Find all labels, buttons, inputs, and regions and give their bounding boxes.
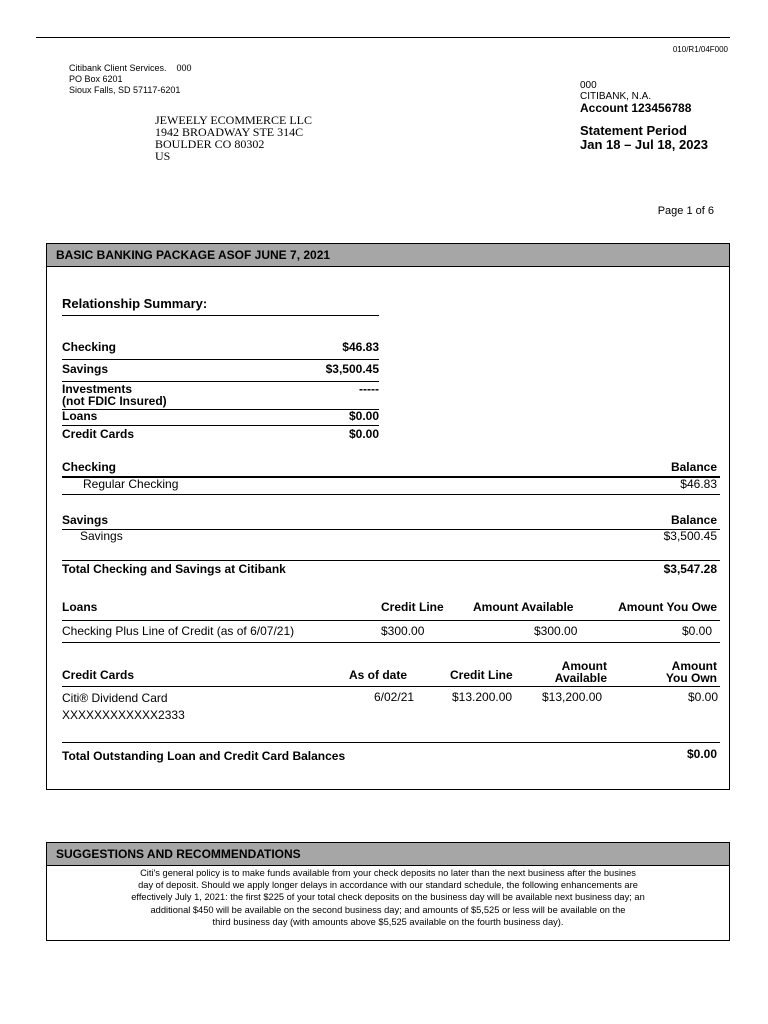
statement-period-dates: Jan 18 – Jul 18, 2023 — [580, 137, 708, 152]
statement-period — [580, 124, 708, 152]
sender-line: PO Box 6201 — [69, 74, 123, 84]
account-code: 000 — [580, 80, 597, 91]
loans-col-credit-line: Credit Line — [381, 600, 444, 614]
recipient-name: JEWEELY ECOMMERCE LLC — [155, 113, 313, 127]
card-info — [62, 690, 185, 724]
checking-header: Checking — [62, 460, 117, 474]
cards-col-as-of: As of date — [349, 668, 408, 682]
divider — [62, 742, 720, 743]
loan-owe: $0.00 — [681, 624, 712, 638]
savings-balance-header: Balance — [670, 513, 717, 527]
suggestion-line: effectively July 1, 2021: the first $225 of your total check deposits on the business day will be available next business day; an — [131, 892, 645, 903]
loans-header: Loans — [62, 600, 98, 614]
section-header: BASIC BANKING PACKAGE ASOF JUNE 7, 2021 — [47, 244, 729, 267]
divider — [62, 560, 720, 561]
summary-label: Loans — [62, 409, 98, 423]
suggestions-text — [47, 867, 729, 928]
summary-label: Investments — [62, 382, 133, 396]
sender-line: Sioux Falls, SD 57117-6201 — [69, 85, 181, 95]
checking-balance: $46.83 — [680, 477, 717, 491]
cards-col-amount-own — [647, 660, 717, 684]
card-credit-line: $13.200.00 — [452, 690, 513, 704]
recipient-address — [155, 114, 312, 162]
summary-value: $0.00 — [348, 427, 379, 441]
loans-col-amount-owe: Amount You Owe — [618, 600, 717, 614]
divider — [62, 409, 379, 410]
savings-header: Savings — [62, 513, 109, 527]
suggestions-section — [46, 842, 730, 941]
credit-cards-header: Credit Cards — [62, 668, 135, 682]
savings-account-name: Savings — [80, 529, 123, 543]
summary-label: Savings — [62, 362, 109, 376]
cards-col-amount-own-line1: Amount — [671, 659, 717, 673]
card-number: XXXXXXXXXXXX2333 — [62, 708, 185, 722]
divider — [62, 620, 720, 621]
divider — [62, 529, 720, 530]
divider — [62, 686, 720, 687]
cards-col-credit-line: Credit Line — [450, 668, 513, 682]
summary-label-sub: (not FDIC Insured) — [62, 394, 167, 408]
checking-balance-header: Balance — [670, 460, 717, 474]
card-own: $0.00 — [687, 690, 718, 704]
suggestion-line: day of deposit. Should we apply longer delays in accordance with our standard schedule, the following enhancements are — [138, 880, 638, 891]
divider — [62, 359, 379, 360]
cards-col-amount-available — [537, 660, 607, 684]
sender-line: Citibank Client Services. 000 — [69, 63, 192, 73]
loan-credit-line: $300.00 — [381, 624, 425, 638]
page-number: Page 1 of 6 — [657, 205, 714, 217]
loan-name: Checking Plus Line of Credit (as of 6/07/21) — [62, 624, 295, 638]
bank-name: CITIBANK, N.A. — [580, 91, 652, 102]
account-number: Account 123456788 — [580, 101, 692, 115]
top-rule — [36, 37, 730, 38]
cards-col-amount-available-line2: Available — [554, 671, 607, 685]
account-info — [580, 80, 691, 115]
summary-label: Credit Cards — [62, 427, 135, 441]
summary-value: $0.00 — [348, 409, 379, 423]
recipient-country: US — [155, 149, 171, 163]
section-header: SUGGESTIONS AND RECOMMENDATIONS — [47, 843, 729, 866]
recipient-street: 1942 BROADWAY STE 314C — [155, 125, 304, 139]
savings-balance: $3,500.45 — [663, 529, 717, 543]
total-outstanding-value: $0.00 — [686, 747, 717, 761]
suggestion-line: additional $450 will be available on the second business day; and amounts of $5,525 or less will be available on the — [150, 904, 626, 915]
total-checking-savings-label: Total Checking and Savings at Citibank — [62, 562, 286, 576]
card-as-of: 6/02/21 — [374, 690, 415, 704]
summary-value: ----- — [359, 382, 379, 396]
divider — [62, 425, 379, 426]
loan-available: $300.00 — [534, 624, 578, 638]
total-checking-savings-value: $3,547.28 — [663, 562, 717, 576]
suggestion-line: Citi's general policy is to make funds available from your check deposits no later than the next business after the busines — [140, 868, 636, 878]
summary-value: $3,500.45 — [325, 362, 379, 376]
checking-account-name: Regular Checking — [83, 477, 179, 491]
card-name: Citi® Dividend Card — [62, 691, 168, 705]
divider — [62, 315, 379, 316]
divider — [62, 494, 720, 495]
banking-package-section — [46, 243, 730, 790]
loans-col-amount-available: Amount Available — [473, 600, 574, 614]
statement-period-label: Statement Period — [580, 123, 687, 138]
relationship-summary-title: Relationship Summary: — [62, 296, 208, 311]
cards-col-amount-available-line1: Amount — [561, 659, 607, 673]
recipient-city: BOULDER CO 80302 — [155, 137, 265, 151]
form-code: 010/R1/04F000 — [672, 45, 728, 54]
card-available: $13,200.00 — [542, 690, 603, 704]
divider — [62, 642, 720, 643]
summary-value: $46.83 — [342, 340, 379, 354]
summary-label: Checking — [62, 340, 117, 354]
sender-address — [69, 63, 192, 96]
suggestion-line: third business day (with amounts above $5,525 available on the fourth business day). — [212, 916, 564, 927]
total-outstanding-label: Total Outstanding Loan and Credit Card Balances — [62, 749, 346, 763]
cards-col-amount-own-line2: You Own — [665, 671, 717, 685]
